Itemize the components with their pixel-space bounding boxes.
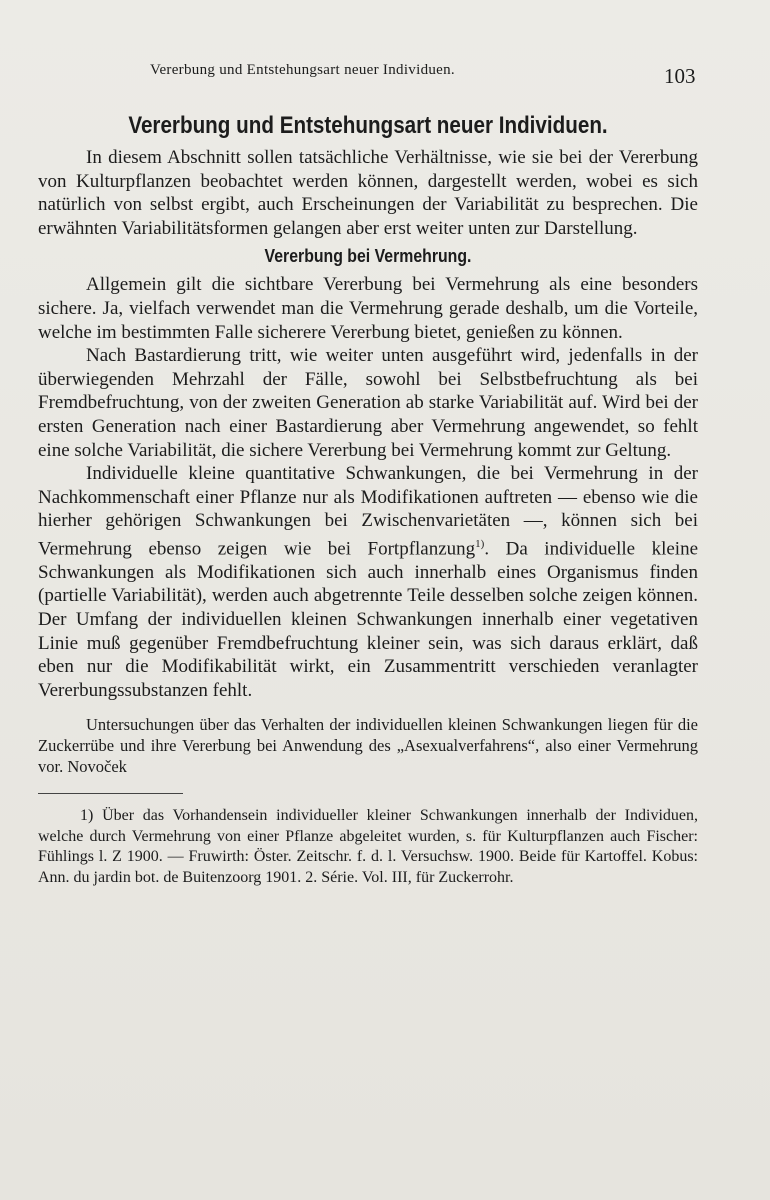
page-number: 103	[664, 64, 696, 88]
section-title: Vererbung bei Vermehrung.	[264, 246, 472, 267]
paragraph-1: Allgemein gilt die sichtbare Vererbung bei Vermehrung als eine besonders sichere. Ja, vielfach verwendet man die Vermehrung gerade deshalb, um die Vorteile, welche im bestimmten Falle sicherere Vererbung bietet, genießen zu können.	[38, 274, 698, 343]
paragraph-3: Individuelle kleine quantitative Schwankungen, die bei Vermehrung in der Nachkommenschaft einer Pflanze nur als Modifikationen auftreten — ebenso wie die hierher gehörigen Schwankungen bei Zwischenvarietäten —, können sich bei Vermehrung ebenso zeigen wie bei Fortpflanzung$^{1)}$. Da individuelle kleine Schwankungen als Modifikationen sich auch innerhalb eines Organismus finden (partielle Variabilität), werden auch abgetrennte Teile desselben solche zeigen können. Der Umfang der individuellen kleinen Schwankungen innerhalb einer vegetativen Linie muß gegenüber Fremdbefruchtung kleiner sein, was sich daraus erklärt, daß eben nur die Modifikabilität wirkt, ein Zusammentritt verschieden veranlagter Vererbungssubstanzen fehlt.	[38, 463, 699, 701]
intro-paragraph: In diesem Abschnitt sollen tatsächliche Verhältnisse, wie sie bei der Vererbung von Kulturpflanzen beobachtet werden können, dargestellt werden, wobei es sich natürlich von selbst ergibt, auch Erscheinungen der Variabilität zu besprechen. Die erwähnten Variabilitätsformen gelangen aber erst weiter unten zur Darstellung.	[38, 147, 698, 239]
running-head: Vererbung und Entstehungsart neuer Individuen.	[150, 62, 455, 78]
chapter-title: Vererbung und Entstehungsart neuer Individuen.	[128, 112, 608, 139]
footnote-marker: 1)	[475, 537, 485, 550]
paragraph-2: Nach Bastardierung tritt, wie weiter unten ausgeführt wird, jedenfalls in der überwiegenden Mehrzahl der Fälle, sowohl bei Selbstbefruchtung als bei Fremdbefruchtung, von der zweiten Generation ab starke Variabilität auf. Wird bei der ersten Generation nach einer Bastardierung aber Vermehrung angewendet, so fehlt eine solche Variabilität, die sichere Vererbung bei Vermehrung kommt zur Geltung.	[38, 345, 698, 461]
paragraph-3-continuation: Da individuelle kleine Schwankungen als Modifikationen sich auch innerhalb eines Organismus finden (partielle Variabilität), werden auch abgetrennte Teile desselben solche zeigen können. Der Umfang der individuellen kleinen Schwankungen innerhalb einer vegetativen Linie muß gegenüber Fremdbefruchtung kleiner sein, was sich daraus erklärt, daß eben nur die Modifikabilität wirkt, ein Zusammentritt verschieden veranlagter Vererbungssubstanzen fehlt.	[38, 538, 699, 701]
page-content	[38, 112, 698, 888]
footnote: 1) Über das Vorhandensein individueller kleiner Schwankungen innerhalb der Individuen, welche durch Vermehrung von einer Pflanze abgeleitet wurden, s. für Kulturpflanzen auch Fischer: Fühlings l. Z 1900. — Fruwirth: Öster. Zeitschr. f. d. l. Versuchsw. 1900. Beide für Kartoffel. Kobus: Ann. du jardin bot. de Buitenzoorg 1901. 2. Série. Vol. III, für Zuckerrohr.	[38, 807, 698, 886]
paragraph-3-text: Individuelle kleine quantitative Schwankungen, die bei Vermehrung in der Nachkommenschaft einer Pflanze nur als Modifikationen auftreten — ebenso wie die hierher gehörigen Schwankungen bei Zwischenvarietäten —, können sich bei Vermehrung ebenso zeigen wie bei Fortpflanzung	[38, 463, 698, 560]
small-print-paragraph: Untersuchungen über das Verhalten der individuellen kleinen Schwankungen liegen für die Zuckerrübe und ihre Vererbung bei Anwendung des „Asexualverfahrens“, also einer Vermehrung vor. Novoček	[38, 715, 698, 777]
footnote-divider	[38, 793, 183, 794]
